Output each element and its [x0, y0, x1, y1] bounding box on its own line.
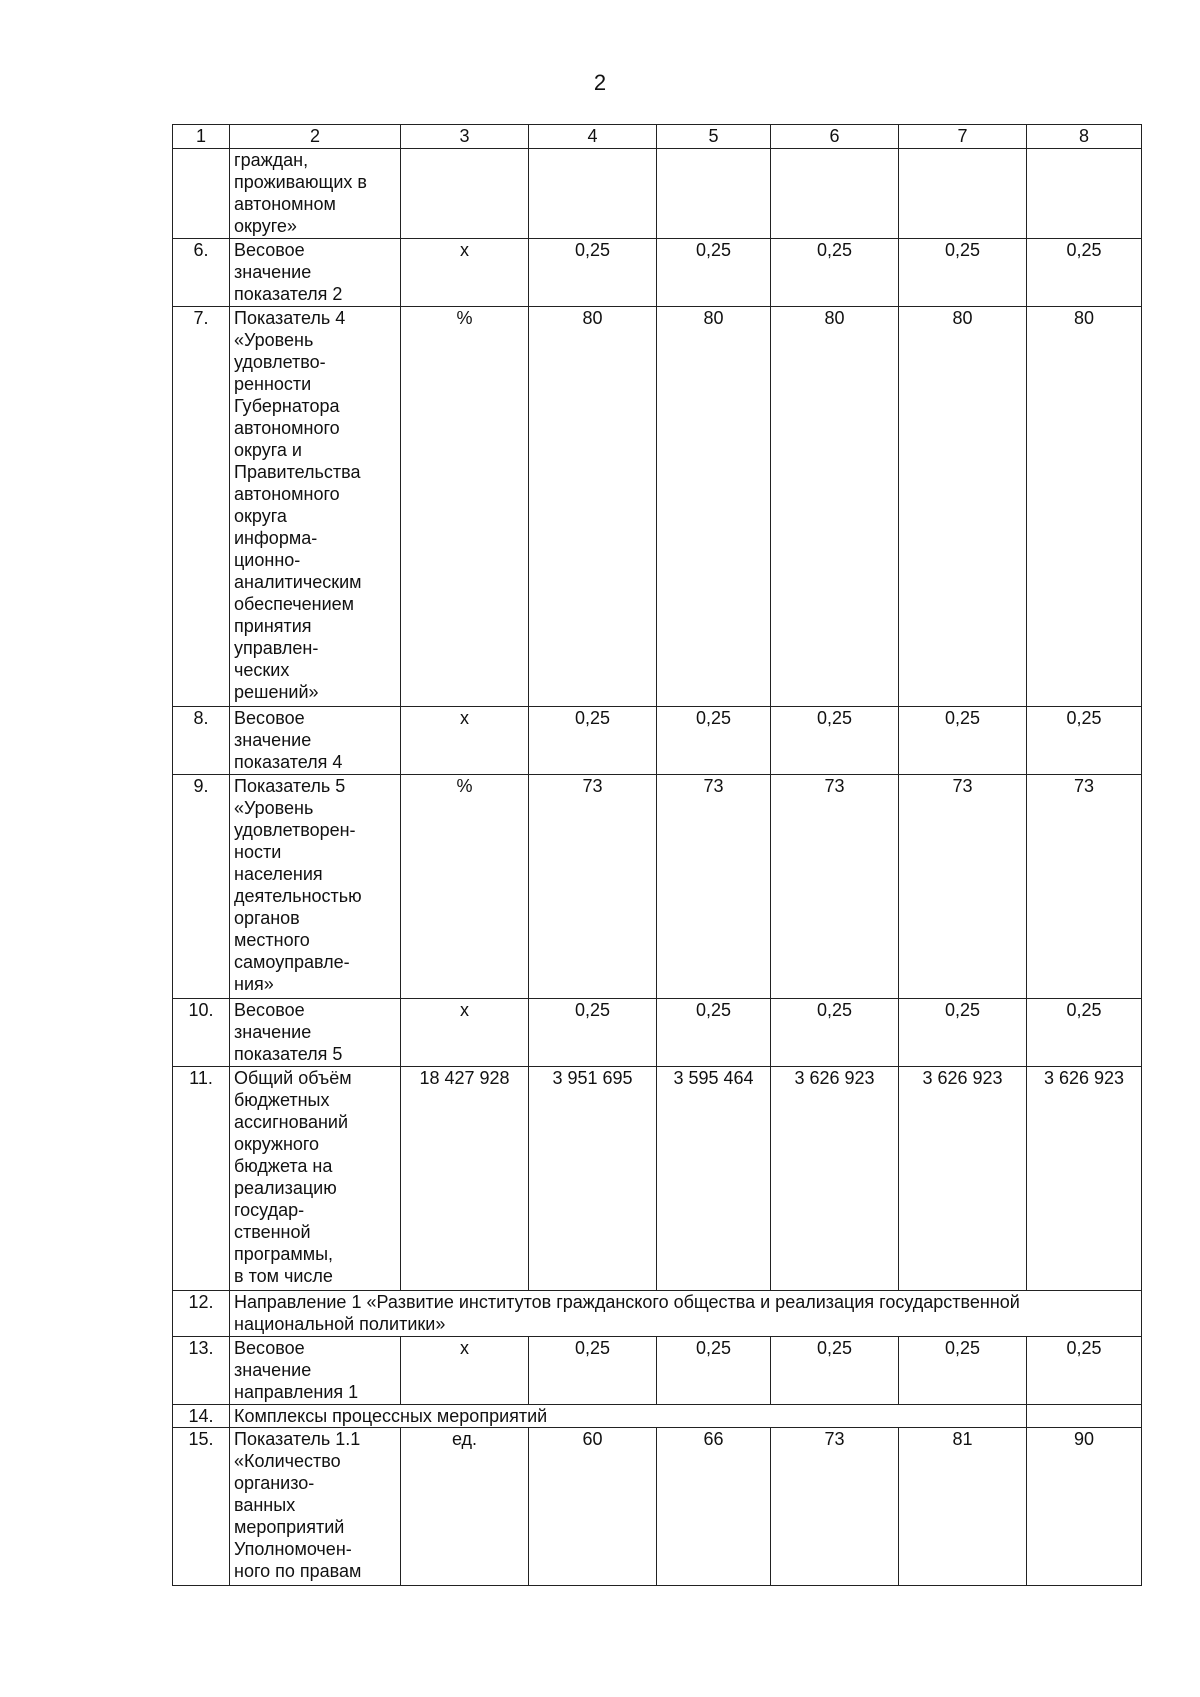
- table-row: [173, 307, 1142, 707]
- header-row: [173, 125, 1142, 149]
- value-cell: 3 626 923: [771, 1067, 899, 1291]
- row-number: 6.: [173, 239, 230, 307]
- table-row: [173, 1337, 1142, 1405]
- indicator-name: Весовое значение показателя 4: [230, 707, 401, 775]
- value-cell: 0,25: [771, 999, 899, 1067]
- value-cell: 0,25: [771, 707, 899, 775]
- row-number: [173, 149, 230, 239]
- header-cell-6: 6: [771, 125, 899, 149]
- value-cell: 0,25: [657, 999, 771, 1067]
- value-cell: 0,25: [1027, 999, 1142, 1067]
- value-cell: 60: [529, 1428, 657, 1586]
- value-cell: 73: [899, 775, 1027, 999]
- value-cell: 0,25: [529, 707, 657, 775]
- table-row: [173, 707, 1142, 775]
- unit-cell: %: [401, 775, 529, 999]
- value-cell: 81: [899, 1428, 1027, 1586]
- value-cell: 80: [899, 307, 1027, 707]
- table-row: [173, 1067, 1142, 1291]
- value-cell: 73: [657, 775, 771, 999]
- direction-heading: Направление 1 «Развитие институтов гражданского общества и реализация государственной национальной политики»: [230, 1291, 1142, 1337]
- row-number: 11.: [173, 1067, 230, 1291]
- value-cell: [1027, 149, 1142, 239]
- indicator-name: граждан, проживающих в автономном округе»: [230, 149, 401, 239]
- indicators-table: [172, 124, 1142, 1586]
- page-number: 2: [593, 70, 607, 95]
- indicator-name: Весовое значение направления 1: [230, 1337, 401, 1405]
- header-cell-3: 3: [401, 125, 529, 149]
- value-cell: [657, 149, 771, 239]
- header-cell-2: 2: [230, 125, 401, 149]
- value-cell: [771, 149, 899, 239]
- value-cell: 0,25: [899, 1337, 1027, 1405]
- header-cell-4: 4: [529, 125, 657, 149]
- unit-cell: [401, 149, 529, 239]
- value-cell: 80: [1027, 307, 1142, 707]
- row-number: 8.: [173, 707, 230, 775]
- value-cell: 0,25: [657, 707, 771, 775]
- value-cell: 66: [657, 1428, 771, 1586]
- row-number: 15.: [173, 1428, 230, 1586]
- unit-cell: х: [401, 1337, 529, 1405]
- value-cell: [529, 149, 657, 239]
- value-cell: 90: [1027, 1428, 1142, 1586]
- unit-cell: х: [401, 999, 529, 1067]
- total-value-cell: 18 427 928: [401, 1067, 529, 1291]
- table-row: [173, 239, 1142, 307]
- header-cell-1: 1: [173, 125, 230, 149]
- indicator-name: Показатель 5 «Уровень удовлетворен- ности населения деятельностью органов местного самоуправле- ния»: [230, 775, 401, 999]
- value-cell: [899, 149, 1027, 239]
- unit-cell: ед.: [401, 1428, 529, 1586]
- value-cell: 3 595 464: [657, 1067, 771, 1291]
- indicator-name: Показатель 1.1 «Количество организо- ванных мероприятий Уполномочен- ного по правам: [230, 1428, 401, 1586]
- header-cell-7: 7: [899, 125, 1027, 149]
- header-cell-8: 8: [1027, 125, 1142, 149]
- section-heading: Комплексы процессных мероприятий: [230, 1405, 1027, 1428]
- value-cell: 73: [529, 775, 657, 999]
- unit-cell: %: [401, 307, 529, 707]
- value-cell: 0,25: [899, 707, 1027, 775]
- value-cell: 3 626 923: [1027, 1067, 1142, 1291]
- table-row: [173, 1291, 1142, 1337]
- indicator-name: Общий объём бюджетных ассигнований окружного бюджета на реализацию государ- ственной программы, в том числе: [230, 1067, 401, 1291]
- value-cell: 0,25: [529, 239, 657, 307]
- indicator-name: Весовое значение показателя 2: [230, 239, 401, 307]
- unit-cell: х: [401, 707, 529, 775]
- row-number: 13.: [173, 1337, 230, 1405]
- value-cell: 3 951 695: [529, 1067, 657, 1291]
- value-cell: 0,25: [899, 239, 1027, 307]
- value-cell: 0,25: [1027, 1337, 1142, 1405]
- table-row: [173, 999, 1142, 1067]
- indicator-name: Показатель 4 «Уровень удовлетво- ренности Губернатора автономного округа и Правительства автономного округа информа- ционно- аналитическим обеспечением принятия управлен- ческих решений»: [230, 307, 401, 707]
- value-cell: 0,25: [771, 1337, 899, 1405]
- row-number: 7.: [173, 307, 230, 707]
- value-cell: 73: [1027, 775, 1142, 999]
- value-cell: 3 626 923: [899, 1067, 1027, 1291]
- value-cell: 0,25: [899, 999, 1027, 1067]
- value-cell: 80: [529, 307, 657, 707]
- value-cell: 73: [771, 1428, 899, 1586]
- indicator-name: Весовое значение показателя 5: [230, 999, 401, 1067]
- table-row: [173, 775, 1142, 999]
- value-cell: 0,25: [1027, 239, 1142, 307]
- value-cell: 0,25: [1027, 707, 1142, 775]
- value-cell: 80: [771, 307, 899, 707]
- value-cell: 0,25: [657, 1337, 771, 1405]
- value-cell: 0,25: [657, 239, 771, 307]
- value-cell: 0,25: [771, 239, 899, 307]
- table-row: [173, 1428, 1142, 1586]
- table-row: [173, 1405, 1142, 1428]
- table-row: [173, 149, 1142, 239]
- value-cell: 0,25: [529, 1337, 657, 1405]
- header-cell-5: 5: [657, 125, 771, 149]
- row-number: 10.: [173, 999, 230, 1067]
- row-number: 14.: [173, 1405, 230, 1428]
- unit-cell: х: [401, 239, 529, 307]
- value-cell: 73: [771, 775, 899, 999]
- value-cell: [1027, 1405, 1142, 1428]
- value-cell: 80: [657, 307, 771, 707]
- value-cell: 0,25: [529, 999, 657, 1067]
- row-number: 9.: [173, 775, 230, 999]
- row-number: 12.: [173, 1291, 230, 1337]
